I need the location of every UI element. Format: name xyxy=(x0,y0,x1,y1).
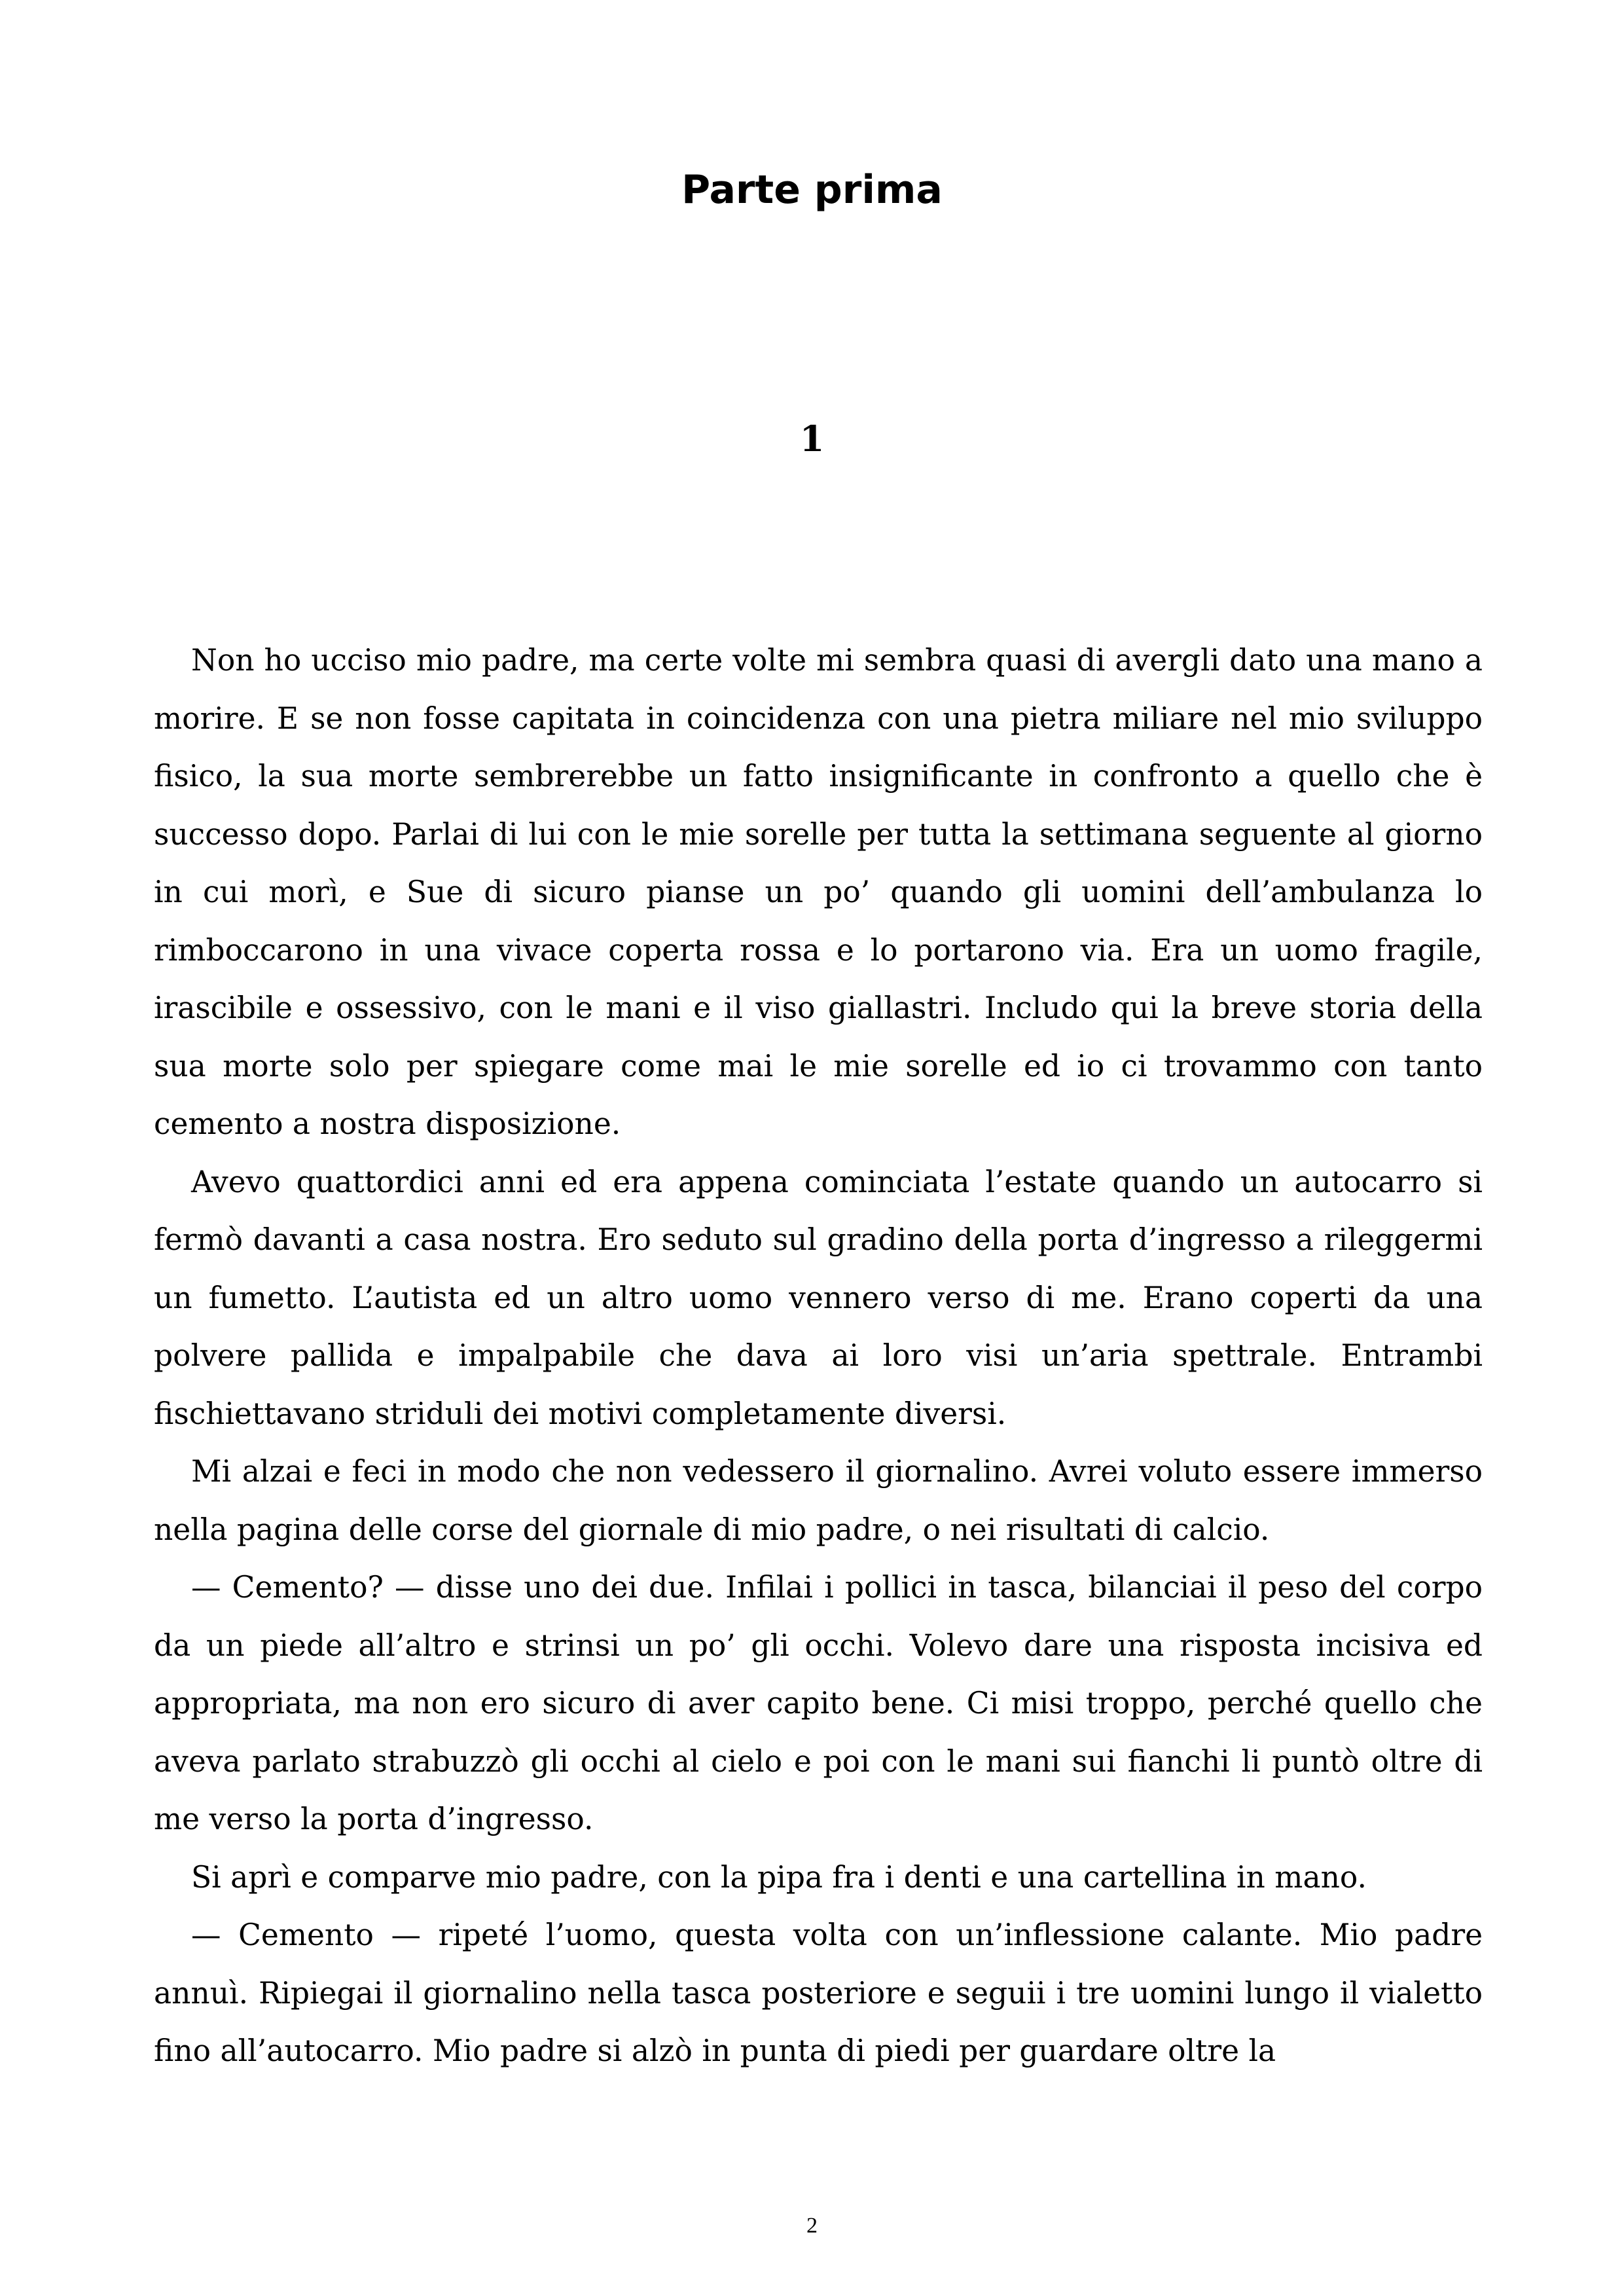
paragraph-2: Avevo quattordici anni ed era appena cominciata l’estate quando un autocarro si fermò davanti a casa nostra. Ero seduto sul gradino della porta d’ingresso a rileggermi un fumetto. L’autista ed un altro uomo vennero verso di me. Erano coperti da una polvere pallida e impalpabile che dava ai loro visi un’aria spettrale. Entrambi fischiettavano striduli dei motivi completamente diversi. xyxy=(154,1164,1483,1431)
paragraph-3: Mi alzai e feci in modo che non vedessero il giornalino. Avrei voluto essere immerso nella pagina delle corse del giornale di mio padre, o nei risultati di calcio. xyxy=(154,1454,1483,1547)
page-number: 2 xyxy=(806,2214,818,2238)
chapter-number: 1 xyxy=(799,418,825,460)
body-text xyxy=(154,632,1483,2081)
paragraph-1: Non ho ucciso mio padre, ma certe volte mi sembra quasi di avergli dato una mano a morire. E se non fosse capitata in coincidenza con una pietra miliare nel mio sviluppo fisico, la sua morte sembrerebbe un fatto insignificante in confronto a quello che è successo dopo. Parlai di lui con le mie sorelle per tutta la settimana seguente al giorno in cui morì, e Sue di sicuro pianse un po’ quando gli uomini dell’ambulanza lo rimboccarono in una vivace coperta rossa e lo portarono via. Era un uomo fragile, irascibile e ossessivo, con le mani e il viso giallastri. Includo qui la breve storia della sua morte solo per spiegare come mai le mie sorelle ed io ci trovammo con tanto cemento a nostra disposizione. xyxy=(154,643,1483,1141)
paragraph-6: — Cemento — ripeté l’uomo, questa volta con un’inflessione calante. Mio padre annuì. Ripiegai il giornalino nella tasca posteriore e seguii i tre uomini lungo il vialetto fino all’autocarro. Mio padre si alzò in punta di piedi per guardare oltre la xyxy=(154,1918,1483,2068)
paragraph-4: — Cemento? — disse uno dei due. Infilai i pollici in tasca, bilanciai il peso del corpo da un piede all’altro e strinsi un po’ gli occhi. Volevo dare una risposta incisiva ed appropriata, ma non ero sicuro di aver capito bene. Ci misi troppo, perché quello che aveva parlato strabuzzò gli occhi al cielo e poi con le mani sui fianchi li puntò oltre di me verso la porta d’ingresso. xyxy=(154,1570,1483,1836)
part-title: Parte prima xyxy=(681,167,943,213)
paragraph-5: Si aprì e comparve mio padre, con la pipa fra i denti e una cartellina in mano. xyxy=(191,1859,1367,1895)
